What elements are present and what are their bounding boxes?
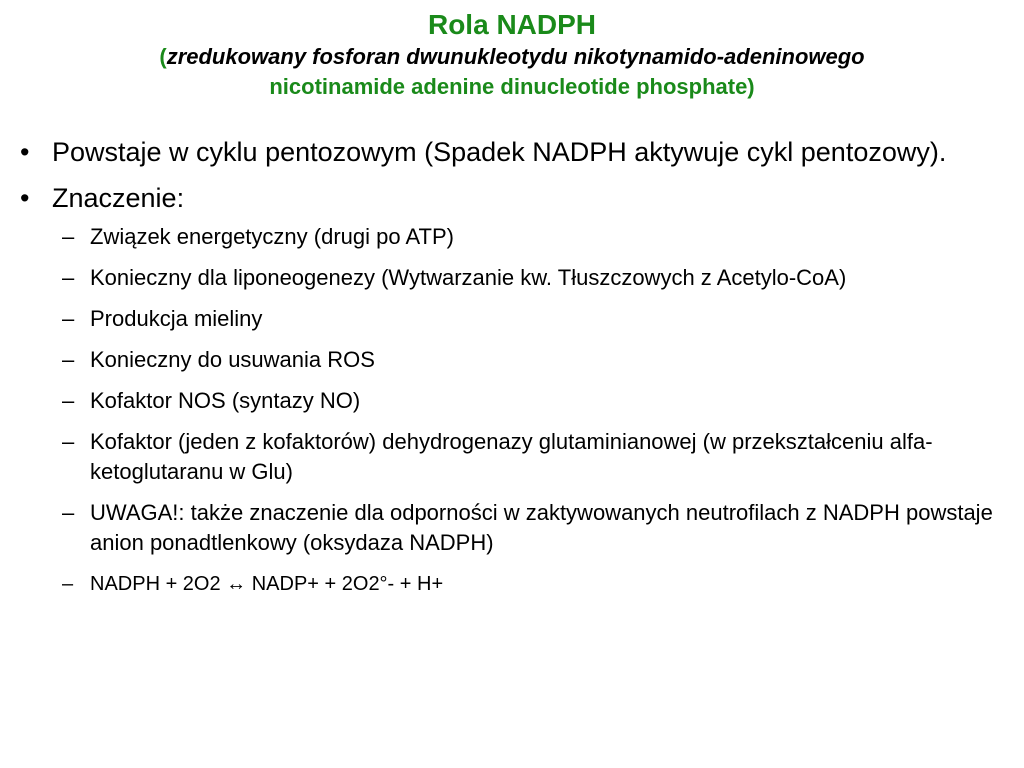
- sub-list: [52, 222, 1018, 599]
- title-subtitle-polish: [0, 42, 1024, 72]
- bullet-text: Powstaje w cyklu pentozowym (Spadek NADPH aktywuje cykl pentozowy).: [52, 137, 947, 167]
- bullet-icon: •: [20, 137, 30, 167]
- dash-icon: –: [62, 306, 75, 331]
- sub-item-text: Związek energetyczny (drugi po ATP): [90, 224, 454, 249]
- sub-item: [48, 427, 1018, 487]
- sub-item: [48, 498, 1018, 558]
- sub-item: [48, 304, 1018, 334]
- dash-icon: –: [62, 265, 75, 290]
- title-polish-name: zredukowany fosforan dwunukleotydu nikotynamido-adeninowego: [166, 44, 865, 69]
- dash-icon: –: [62, 429, 75, 454]
- slide-title: [0, 8, 1024, 102]
- title-subtitle-english: nicotinamide adenine dinucleotide phosphate): [269, 74, 755, 99]
- sub-item: [48, 386, 1018, 416]
- dash-icon: –: [62, 224, 75, 249]
- sub-item-text: Konieczny dla liponeogenezy (Wytwarzanie kw. Tłuszczowych z Acetylo-CoA): [90, 265, 847, 290]
- slide-content: [18, 134, 1018, 610]
- dash-icon: –: [62, 347, 75, 372]
- dash-icon: –: [62, 388, 75, 413]
- dash-icon: –: [62, 573, 74, 595]
- sub-item-text: Kofaktor NOS (syntazy NO): [90, 388, 361, 413]
- sub-item-text: Konieczny do usuwania ROS: [90, 347, 375, 372]
- sub-item-equation: [48, 569, 1018, 599]
- bullet-list: [18, 134, 1018, 599]
- bullet-item-pentose: [18, 134, 1018, 170]
- sub-item-text: UWAGA!: także znaczenie dla odporności w zaktywowanych neutrofilach z NADPH powstaje anion ponadtlenkowy (oksydaza NADPH): [90, 500, 993, 555]
- bullet-item-znaczenie: [18, 180, 1018, 599]
- bullet-icon: •: [20, 183, 30, 213]
- sub-item-text: NADPH + 2O2 ↔ NADP+ + 2O2°- + H+: [90, 573, 444, 595]
- sub-item-text: Kofaktor (jeden z kofaktorów) dehydrogenazy glutaminianowej (w przekształceniu alfa-ketoglutaranu w Glu): [90, 429, 933, 484]
- bullet-text: Znaczenie:: [52, 183, 185, 213]
- sub-item: [48, 345, 1018, 375]
- sub-item: [48, 263, 1018, 293]
- title-open-paren: (: [159, 44, 167, 69]
- sub-item-text: Produkcja mieliny: [90, 306, 263, 331]
- sub-item: [48, 222, 1018, 252]
- title-main: Rola NADPH: [427, 9, 596, 40]
- dash-icon: –: [62, 500, 75, 525]
